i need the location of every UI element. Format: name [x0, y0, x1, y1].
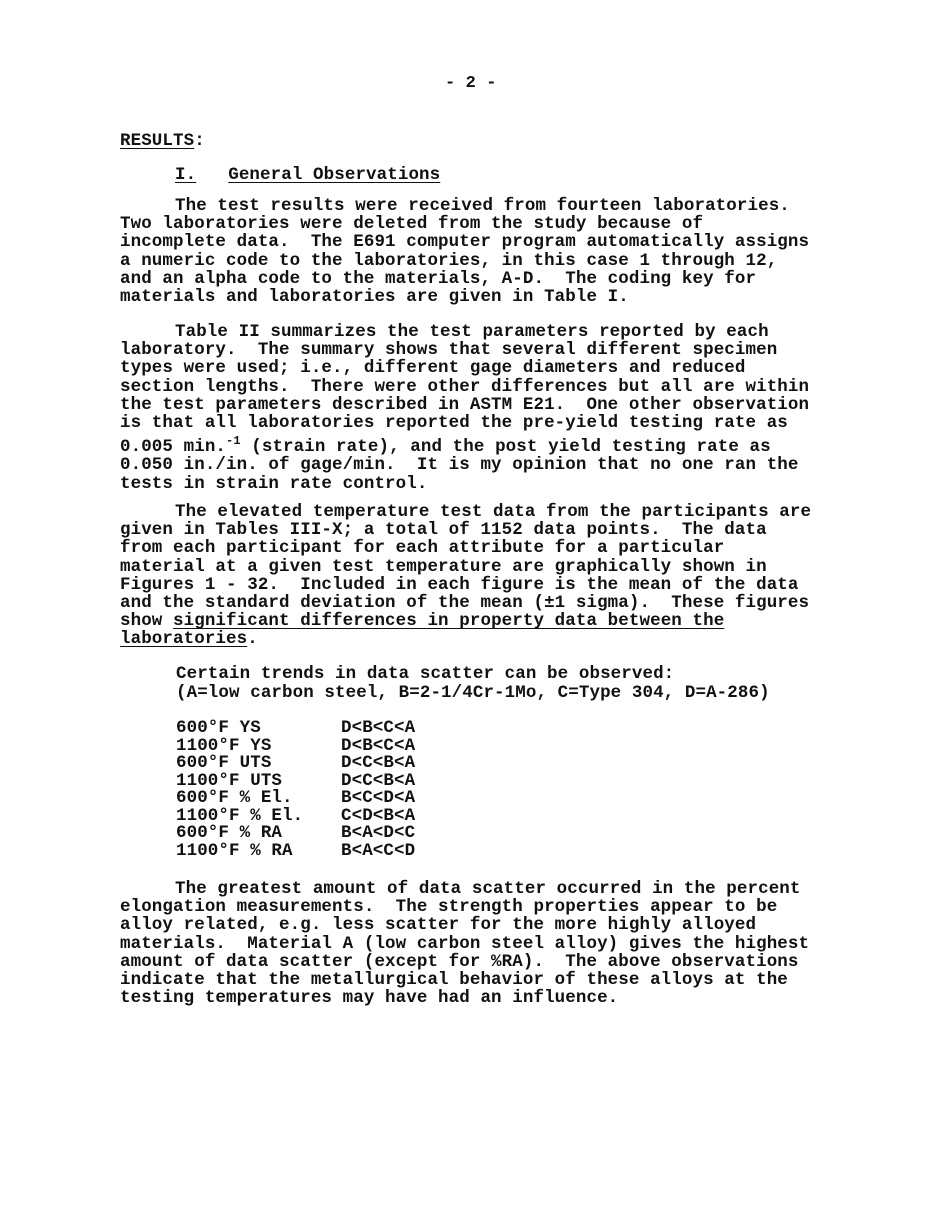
trend-row	[176, 755, 415, 773]
paragraph-line: types were used; i.e., different gage diameters and reduced	[120, 358, 746, 379]
page-number: - 2 -	[445, 74, 497, 93]
paragraph-line: alloy related, e.g. less scatter for the more highly alloyed	[120, 915, 757, 936]
trend-order: B<A<C<D	[341, 840, 416, 861]
results-heading-colon: :	[194, 131, 205, 151]
paragraph-line: given in Tables III-X; a total of 1152 data points. The data	[120, 520, 767, 541]
trend-order: B<A<D<C	[341, 823, 416, 843]
results-heading	[120, 131, 205, 151]
trend-order: D<B<C<A	[341, 735, 416, 756]
rate-prefix: 0.005 min.	[120, 437, 227, 458]
paragraph-line: material at a given test temperature are graphically shown in	[120, 556, 767, 577]
underlined-differences: significant differences in property data between the	[173, 611, 725, 632]
trend-condition: 1100°F UTS	[176, 770, 283, 791]
trends-legend: (A=low carbon steel, B=2-1/4Cr-1Mo, C=Type 304, D=A-286)	[176, 683, 770, 703]
paragraph-line: tests in strain rate control.	[120, 473, 428, 494]
trend-row	[176, 825, 415, 843]
paragraph-line: The test results were received from fourteen laboratories.	[175, 196, 790, 216]
paragraph-line: materials. Material A (low carbon steel alloy) gives the highest	[120, 933, 810, 954]
paragraph-line: laboratory. The summary shows that several different specimen	[120, 340, 778, 361]
trend-row	[176, 790, 415, 808]
trend-order: D<C<B<A	[341, 753, 416, 773]
paragraph-line: 0.050 in./in. of gage/min. It is my opinion that no one ran the	[120, 455, 799, 476]
section-title: General Observations	[228, 165, 441, 185]
rate-superscript: -1	[226, 434, 241, 449]
paragraph-line: indicate that the metallurgical behavior of these alloys at the	[120, 970, 788, 991]
paragraph-line: is that all laboratories reported the pre-yield testing rate as	[120, 413, 788, 434]
trends-intro-text: Certain trends in data scatter can be observed:	[176, 664, 675, 684]
paragraph-test-results	[120, 197, 832, 306]
trend-condition: 1100°F YS	[176, 735, 272, 756]
paragraph-elevated-temperature	[120, 503, 832, 649]
underlined-laboratories: laboratories	[120, 629, 248, 650]
paragraph-line-show	[120, 612, 832, 630]
section-heading	[175, 165, 440, 185]
paragraph-line: and an alpha code to the materials, A-D. The coding key for	[120, 268, 757, 289]
paragraph-line-laboratories	[120, 630, 832, 648]
paragraph-line: elongation measurements. The strength properties appear to be	[120, 897, 778, 918]
show-prefix: show	[120, 611, 174, 632]
paragraph-line: testing temperatures may have had an influence.	[120, 988, 619, 1009]
trend-row	[176, 720, 415, 738]
paragraph-line: materials and laboratories are given in Table I.	[120, 287, 629, 308]
trend-order: D<C<B<A	[341, 770, 416, 791]
trend-order: D<B<C<A	[341, 718, 416, 738]
paragraph-line: and the standard deviation of the mean (±1 sigma). These figures	[120, 593, 810, 614]
trend-row	[176, 843, 415, 861]
trend-condition: 1100°F % RA	[176, 840, 293, 861]
section-number: I.	[175, 165, 197, 185]
scatter-trend-body	[176, 720, 415, 860]
trend-condition: 600°F % RA	[176, 823, 283, 843]
rate-suffix: (strain rate), and the post yield testing rate as	[240, 437, 771, 458]
paragraph-line: Table II summarizes the test parameters reported by each	[175, 322, 769, 342]
paragraph-test-parameters	[120, 323, 832, 493]
trend-condition: 600°F % El.	[176, 788, 293, 808]
paragraph-line-rate	[120, 432, 832, 456]
scatter-trend-table	[176, 720, 415, 860]
results-heading-text: RESULTS	[120, 131, 195, 151]
trend-order: C<D<B<A	[341, 805, 416, 826]
trends-intro	[176, 665, 770, 703]
end-period: .	[247, 629, 258, 650]
trend-condition: 600°F UTS	[176, 753, 272, 773]
trend-condition: 1100°F % El.	[176, 805, 304, 826]
paragraph-line: The greatest amount of data scatter occurred in the percent	[175, 879, 801, 899]
paragraph-line: the test parameters described in ASTM E21. One other observation	[120, 394, 810, 415]
paragraph-line: Figures 1 - 32. Included in each figure is the mean of the data	[120, 574, 799, 595]
paragraph-line: Two laboratories were deleted from the study because of	[120, 214, 704, 235]
paragraph-line: The elevated temperature test data from the participants are	[175, 502, 812, 522]
paragraph-line: amount of data scatter (except for %RA). The above observations	[120, 951, 799, 972]
trend-condition: 600°F YS	[176, 718, 261, 738]
paragraph-line: from each participant for each attribute for a particular	[120, 538, 725, 559]
trend-order: B<C<D<A	[341, 788, 416, 808]
paragraph-line: section lengths. There were other differences but all are within	[120, 376, 810, 397]
paragraph-line: a numeric code to the laboratories, in this case 1 through 12,	[120, 250, 778, 271]
paragraph-line: incomplete data. The E691 computer program automatically assigns	[120, 232, 810, 253]
paragraph-data-scatter	[120, 880, 832, 1007]
